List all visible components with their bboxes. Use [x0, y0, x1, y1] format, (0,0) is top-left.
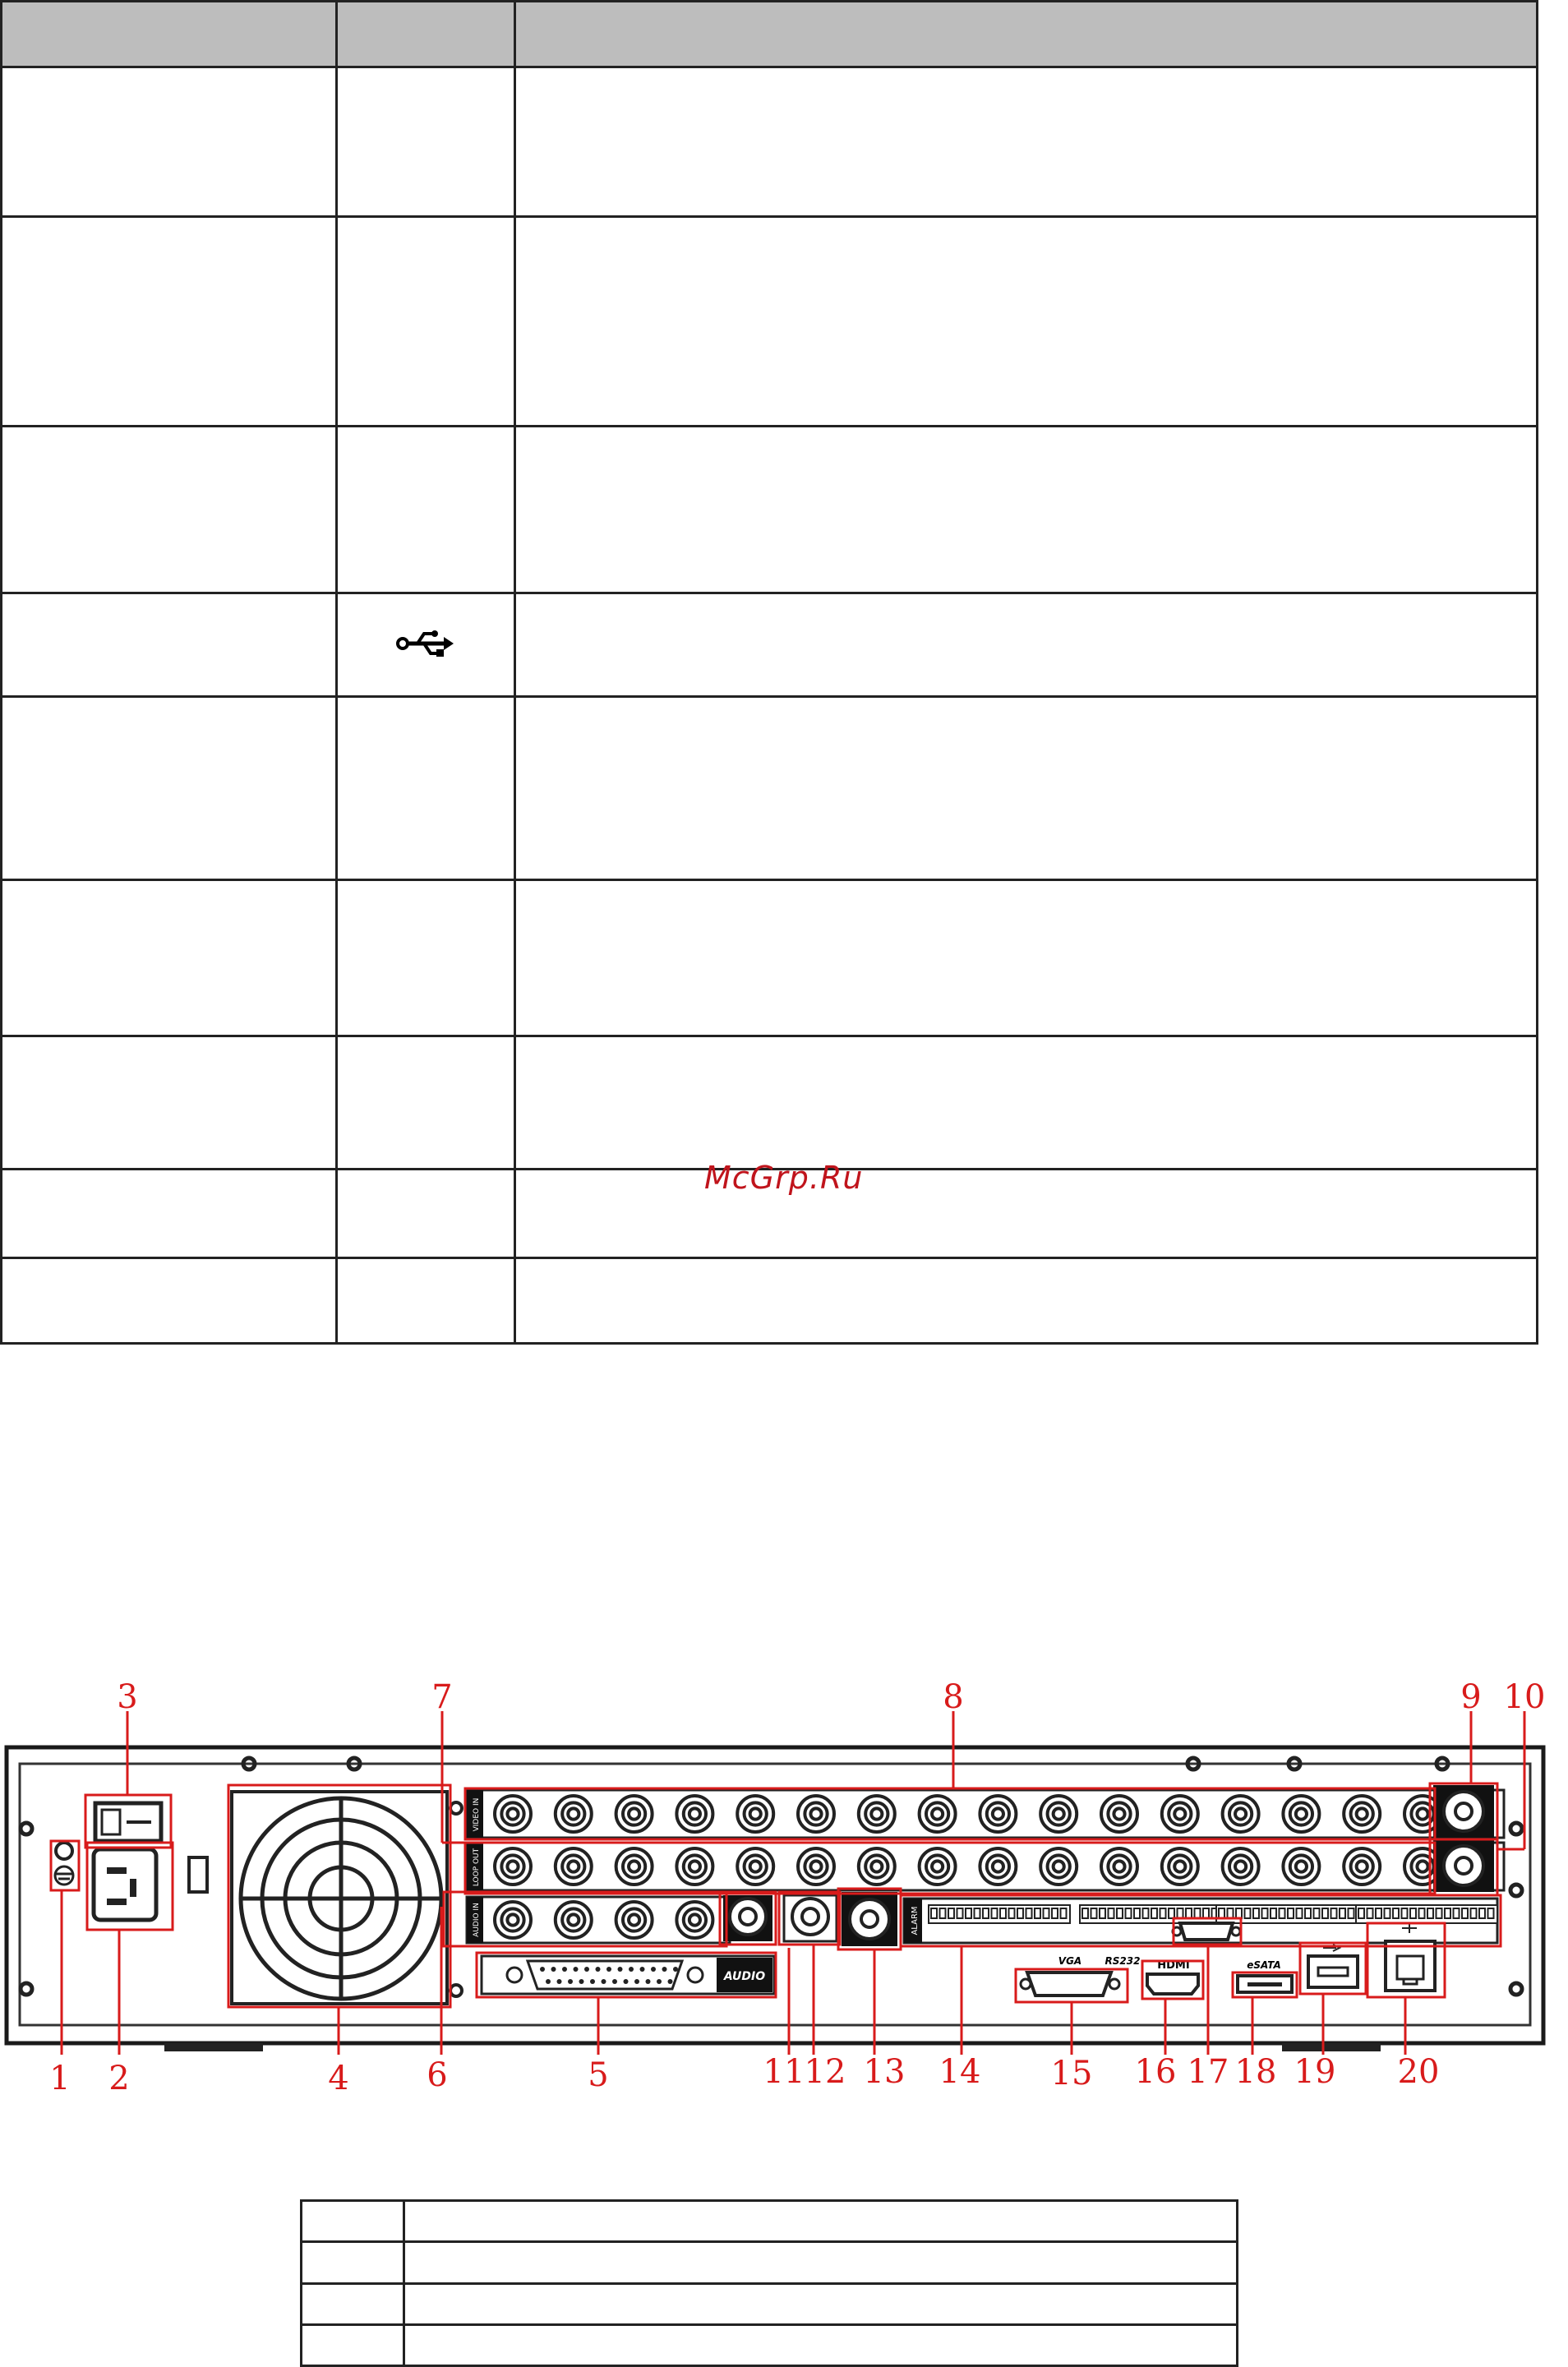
- audio-out-bnc: [723, 1895, 772, 1941]
- header-cell: [515, 2, 1538, 67]
- bnc-connector: [750, 1808, 761, 1819]
- db25-pin: [546, 1979, 551, 1984]
- terminal-pin: [1143, 1908, 1149, 1918]
- callout-7: 7: [431, 1678, 453, 1716]
- svg-text:RS232: RS232: [1105, 1955, 1141, 1967]
- bnc-connector: [1054, 1861, 1064, 1871]
- terminal-pin: [1297, 1908, 1303, 1918]
- terminal-pin: [1126, 1908, 1132, 1918]
- bnc-connector: [568, 1861, 579, 1871]
- bnc-connector: [507, 1808, 518, 1819]
- terminal-pin: [1410, 1908, 1416, 1918]
- bnc-connector: [568, 1914, 579, 1925]
- terminal-pin: [1000, 1908, 1006, 1918]
- callout-15: 15: [1050, 2055, 1093, 2092]
- callout-16: 16: [1134, 2053, 1177, 2091]
- table-row: [302, 2201, 1238, 2242]
- db25-pin: [584, 1967, 589, 1972]
- bnc-connector: [629, 1861, 639, 1871]
- terminal-pin: [1134, 1908, 1140, 1918]
- terminal-pin: [1026, 1908, 1032, 1918]
- terminal-pin: [948, 1908, 954, 1918]
- bnc-connector: [1235, 1861, 1246, 1871]
- talk-bnc: [784, 1895, 837, 1941]
- callout-5: 5: [588, 2056, 609, 2094]
- db25-pin: [634, 1979, 639, 1984]
- svg-text:VGA: VGA: [1058, 1955, 1082, 1967]
- db25-pin: [612, 1979, 617, 1984]
- terminal-pin: [1280, 1908, 1285, 1918]
- bnc-connector: [689, 1914, 700, 1925]
- callout-18: 18: [1234, 2053, 1277, 2091]
- callout-9: 9: [1460, 1678, 1482, 1716]
- db25-pin: [590, 1979, 595, 1984]
- terminal-pin: [1393, 1908, 1399, 1918]
- terminal-pin: [1117, 1908, 1123, 1918]
- bnc-connector: [1417, 1808, 1427, 1819]
- callout-4: 4: [328, 2060, 349, 2097]
- db25-pin: [673, 1967, 678, 1972]
- bnc-connector: [750, 1861, 761, 1871]
- bnc-connector: [629, 1808, 639, 1819]
- bnc-connector: [1174, 1808, 1185, 1819]
- audio-in-bnc-row: [467, 1897, 730, 1943]
- db25-pin: [557, 1979, 562, 1984]
- bnc-connector: [507, 1914, 518, 1925]
- terminal-pin: [1186, 1908, 1192, 1918]
- db25-pin: [551, 1967, 556, 1972]
- terminal-pin: [1262, 1908, 1268, 1918]
- audio-db25-port: [482, 1956, 774, 1994]
- bnc-connector: [993, 1808, 1003, 1819]
- svg-text:AUDIO: AUDIO: [723, 1970, 766, 1983]
- usb-icon: [396, 627, 455, 660]
- callout-3: 3: [117, 1678, 138, 1716]
- db25-pin: [562, 1967, 567, 1972]
- terminal-pin: [1035, 1908, 1040, 1918]
- db25-pin: [629, 1967, 634, 1972]
- terminal-pin: [1402, 1908, 1408, 1918]
- bottom-table: [300, 2199, 1238, 2367]
- bnc-connector: [1235, 1808, 1246, 1819]
- terminal-pin: [1427, 1908, 1433, 1918]
- terminal-pin: [1358, 1908, 1364, 1918]
- terminal-pin: [1288, 1908, 1294, 1918]
- bnc-connector: [871, 1808, 882, 1819]
- terminal-pin: [1385, 1908, 1390, 1918]
- terminal-pin: [1331, 1908, 1337, 1918]
- terminal-pin: [1195, 1908, 1201, 1918]
- bnc-connector: [1417, 1861, 1427, 1871]
- db25-pin: [574, 1967, 579, 1972]
- db25-pin: [579, 1979, 584, 1984]
- terminal-pin: [1488, 1908, 1494, 1918]
- terminal-pin: [931, 1908, 937, 1918]
- db25-pin: [596, 1967, 601, 1972]
- terminal-pin: [1419, 1908, 1425, 1918]
- terminal-pin: [940, 1908, 946, 1918]
- db25-pin: [606, 1967, 611, 1972]
- video-in-bnc-row: [467, 1790, 1504, 1838]
- svg-text:AUDIO IN: AUDIO IN: [473, 1903, 481, 1937]
- svg-text:eSATA: eSATA: [1247, 1959, 1281, 1971]
- power-socket: [94, 1849, 156, 1920]
- table-row: [2, 697, 1538, 879]
- callout-2: 2: [108, 2060, 130, 2097]
- table-row: [2, 1036, 1538, 1169]
- bnc-connector: [1357, 1808, 1367, 1819]
- callout-19: 19: [1294, 2053, 1336, 2091]
- callout-6: 6: [427, 2056, 448, 2094]
- terminal-pin: [1044, 1908, 1049, 1918]
- db25-pin: [618, 1967, 623, 1972]
- table-row: [2, 1257, 1538, 1343]
- bnc-connector: [871, 1861, 882, 1871]
- terminal-pin: [966, 1908, 971, 1918]
- bnc-connector: [932, 1808, 943, 1819]
- db25-pin: [540, 1967, 545, 1972]
- db25-pin: [624, 1979, 629, 1984]
- table-header-row: [2, 2, 1538, 67]
- terminal-pin: [1109, 1908, 1114, 1918]
- bnc-connector: [1357, 1861, 1367, 1871]
- rear-panel-diagram: [0, 1660, 1568, 2112]
- terminal-pin: [1091, 1908, 1097, 1918]
- db25-pin: [668, 1979, 673, 1984]
- bnc-connector: [1054, 1808, 1064, 1819]
- db25-pin: [602, 1979, 606, 1984]
- loop-out-bnc-row: [467, 1843, 1504, 1890]
- terminal-pin: [1009, 1908, 1015, 1918]
- terminal-pin: [1479, 1908, 1485, 1918]
- terminal-pin: [1100, 1908, 1105, 1918]
- table-row: [2, 879, 1538, 1036]
- terminal-pin: [1151, 1908, 1157, 1918]
- table-row: [2, 593, 1538, 697]
- terminal-pin: [1340, 1908, 1345, 1918]
- terminal-pin: [1376, 1908, 1381, 1918]
- power-switch: [95, 1803, 161, 1841]
- terminal-pin: [1169, 1908, 1174, 1918]
- callout-10: 10: [1503, 1678, 1546, 1716]
- bnc-connector: [1296, 1808, 1307, 1819]
- db25-pin: [662, 1967, 667, 1972]
- watermark: McGrp.Ru: [704, 1160, 864, 1196]
- terminal-pin: [983, 1908, 989, 1918]
- db25-pin: [568, 1979, 573, 1984]
- matrix-out-bnc: [1433, 1839, 1494, 1892]
- table-row: [2, 427, 1538, 593]
- db25-pin: [651, 1967, 656, 1972]
- bnc-connector: [810, 1808, 821, 1819]
- terminal-pin: [1367, 1908, 1373, 1918]
- terminal-pin: [1160, 1908, 1166, 1918]
- terminal-pin: [1462, 1908, 1468, 1918]
- bnc-connector: [629, 1914, 639, 1925]
- callout-11: 11: [763, 2053, 805, 2091]
- callout-13: 13: [863, 2053, 906, 2091]
- terminal-pin: [975, 1908, 980, 1918]
- terminal-pin: [1253, 1908, 1259, 1918]
- terminal-pin: [1017, 1908, 1023, 1918]
- terminal-pin: [1349, 1908, 1354, 1918]
- spot-out-bnc: [1433, 1785, 1494, 1838]
- terminal-pin: [1178, 1908, 1183, 1918]
- terminal-pin: [1271, 1908, 1276, 1918]
- terminal-pin: [1454, 1908, 1460, 1918]
- terminal-pin: [1061, 1908, 1067, 1918]
- table-row: [302, 2242, 1238, 2283]
- terminal-pin: [1471, 1908, 1477, 1918]
- terminal-pin: [1203, 1908, 1209, 1918]
- svg-text:HDMI: HDMI: [1157, 1959, 1190, 1972]
- terminal-pin: [1437, 1908, 1442, 1918]
- db25-pin: [657, 1979, 662, 1984]
- terminal-pin: [1314, 1908, 1320, 1918]
- svg-text:ALARM: ALARM: [911, 1906, 920, 1936]
- header-cell: [2, 2, 337, 67]
- terminal-pin: [1082, 1908, 1088, 1918]
- terminal-pin: [1228, 1908, 1234, 1918]
- table-row: [302, 2324, 1238, 2365]
- video-out-bnc: [842, 1892, 897, 1946]
- terminal-pin: [992, 1908, 998, 1918]
- terminal-pin: [1305, 1908, 1311, 1918]
- svg-text:LOOP OUT: LOOP OUT: [473, 1848, 481, 1887]
- callout-20: 20: [1397, 2053, 1440, 2091]
- bnc-connector: [932, 1861, 943, 1871]
- terminal-pin: [1322, 1908, 1328, 1918]
- terminal-pin: [1445, 1908, 1450, 1918]
- terminal-pin: [1219, 1908, 1224, 1918]
- table-row: [2, 67, 1538, 217]
- callout-1: 1: [49, 2060, 71, 2097]
- bnc-connector: [689, 1861, 700, 1871]
- bnc-connector: [993, 1861, 1003, 1871]
- bnc-connector: [568, 1808, 579, 1819]
- table-row: [2, 217, 1538, 427]
- callout-12: 12: [804, 2053, 846, 2091]
- bnc-connector: [689, 1808, 700, 1819]
- callout-17: 17: [1187, 2053, 1229, 2091]
- callout-14: 14: [938, 2053, 981, 2091]
- bnc-connector: [1114, 1808, 1124, 1819]
- terminal-pin: [1245, 1908, 1251, 1918]
- db25-pin: [640, 1967, 645, 1972]
- header-cell: [337, 2, 515, 67]
- terminal-pin: [1236, 1908, 1242, 1918]
- callout-8: 8: [943, 1678, 964, 1716]
- terminal-pin: [1052, 1908, 1058, 1918]
- bnc-connector: [810, 1861, 821, 1871]
- table-row: [302, 2283, 1238, 2324]
- bnc-connector: [1114, 1861, 1124, 1871]
- bnc-connector: [1296, 1861, 1307, 1871]
- db25-pin: [646, 1979, 651, 1984]
- bnc-connector: [507, 1861, 518, 1871]
- terminal-pin: [957, 1908, 963, 1918]
- bnc-connector: [1174, 1861, 1185, 1871]
- svg-text:VIDEO IN: VIDEO IN: [473, 1797, 481, 1832]
